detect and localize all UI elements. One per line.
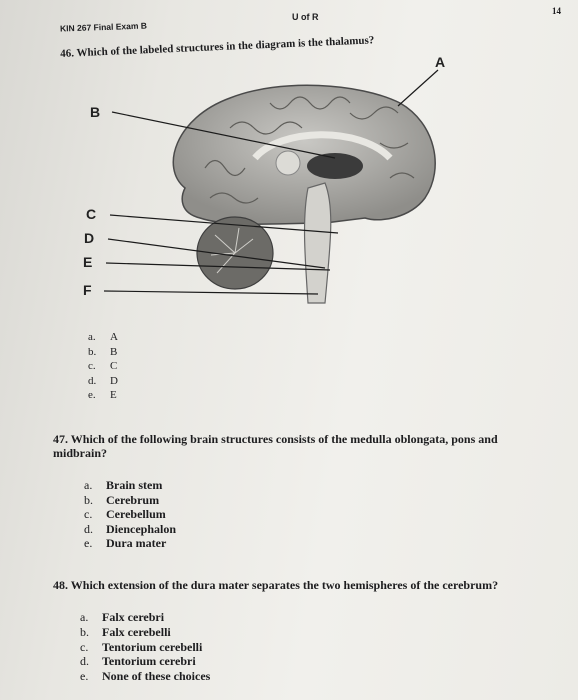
diagram-label-f: F <box>83 282 92 298</box>
option-d[interactable]: d. Diencephalon <box>84 521 177 536</box>
option-c[interactable]: c. Tentorium cerebelli <box>80 639 203 654</box>
question-46 <box>60 34 375 60</box>
diagram-label-a: A <box>435 54 446 70</box>
option-b[interactable]: b. B <box>88 345 118 358</box>
diagram-label-e: E <box>83 254 93 270</box>
option-e[interactable]: e. E <box>88 389 117 401</box>
option-a[interactable]: a. Falx cerebri <box>80 610 165 624</box>
diagram-label-d: D <box>84 230 95 246</box>
school-header: U of R <box>292 12 319 22</box>
option-a[interactable]: a. A <box>88 331 118 343</box>
option-a[interactable]: a. Brain stem <box>84 478 163 492</box>
course-header: KIN 267 Final Exam B <box>59 20 148 34</box>
question-46-options <box>88 330 118 403</box>
question-47 <box>53 432 553 460</box>
thalamus-shape <box>307 153 363 179</box>
question-text: Which of the following brain structures consists of the medulla oblongata, pons and midbrain? <box>53 432 498 460</box>
question-number: 47. <box>53 432 68 446</box>
question-text: Which of the labeled structures in the diagram is the thalamus? <box>76 34 375 60</box>
question-48 <box>53 578 573 592</box>
option-d[interactable]: d. Tentorium cerebri <box>80 654 196 669</box>
diagram-label-c: C <box>86 206 97 222</box>
diagram-label-b: B <box>90 104 101 120</box>
brain-sagittal-illustration <box>80 58 460 328</box>
option-e[interactable]: e. Dura mater <box>84 536 167 550</box>
option-d[interactable]: d. D <box>88 374 118 387</box>
option-c[interactable]: c. C <box>88 360 118 372</box>
question-48-options <box>80 610 210 684</box>
question-number: 46. <box>60 47 75 60</box>
option-c[interactable]: c. Cerebellum <box>84 507 166 521</box>
option-b[interactable]: b. Cerebrum <box>84 492 160 507</box>
option-e[interactable]: e. None of these choices <box>80 669 211 684</box>
brainstem-shape <box>305 183 331 303</box>
page-number: 14 <box>552 6 561 16</box>
option-b[interactable]: b. Falx cerebelli <box>80 624 171 639</box>
question-47-options <box>84 478 176 551</box>
fornix-shape <box>276 151 300 175</box>
question-number: 48. <box>53 578 68 592</box>
question-text: Which extension of the dura mater separates the two hemispheres of the cerebrum? <box>70 578 499 592</box>
cerebrum-shape <box>173 85 435 224</box>
brain-diagram <box>80 54 460 328</box>
